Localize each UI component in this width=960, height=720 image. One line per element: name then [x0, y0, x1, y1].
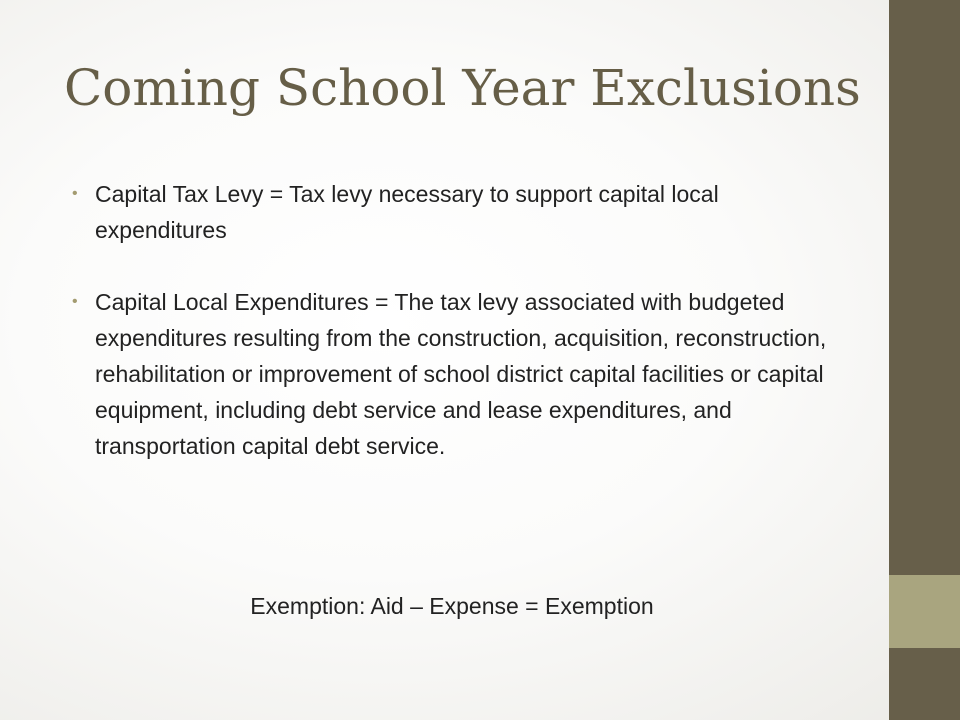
sidebar-segment-accent	[889, 575, 960, 648]
slide-title: Coming School Year Exclusions	[64, 59, 861, 117]
bullet-dot-icon: •	[72, 293, 78, 310]
bullet-text: Capital Tax Levy = Tax levy necessary to support capital local expenditures	[95, 181, 719, 243]
bullet-dot-icon: •	[72, 185, 78, 202]
bullet-text: Capital Local Expenditures = The tax levy associated with budgeted expenditures resulting from the construction, acquisition, reconstruction, rehabilitation or improvement of school district capital facilities or capital equipment, including debt service and lease expenditures, and transportation capital debt service.	[95, 289, 827, 459]
bullet-item	[72, 284, 842, 464]
decorative-sidebar	[889, 0, 960, 720]
sidebar-segment-top	[889, 0, 960, 575]
sidebar-segment-bottom	[889, 648, 960, 720]
exemption-formula: Exemption: Aid – Expense = Exemption	[250, 593, 654, 619]
bullet-list	[72, 176, 842, 500]
bullet-item	[72, 176, 842, 248]
